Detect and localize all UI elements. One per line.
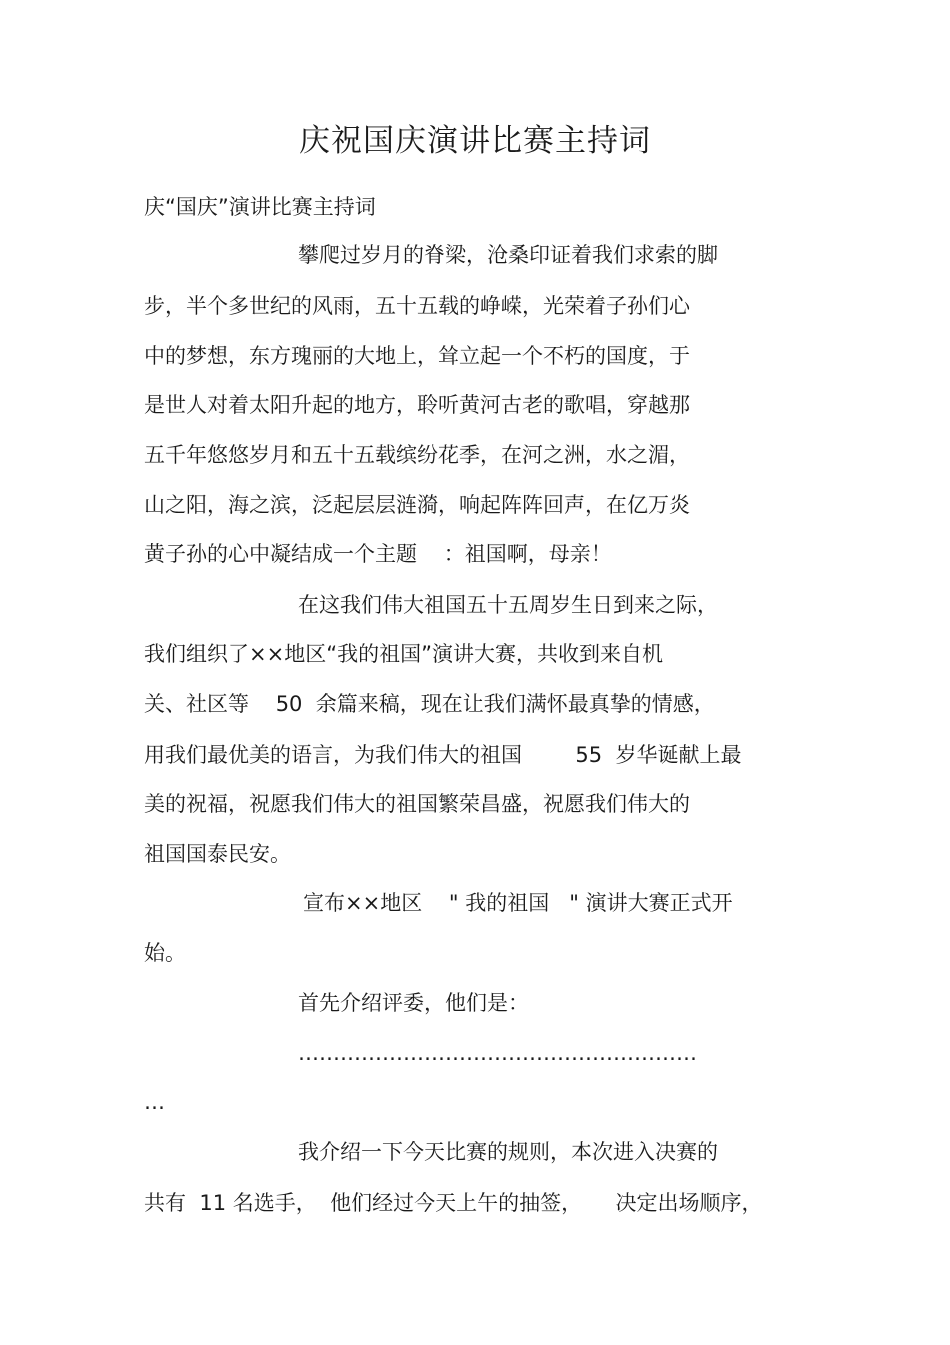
paragraph-line: 黄子孙的心中凝结成一个主题 ：祖国啊，母亲！: [144, 542, 612, 566]
paragraph-line: 关、社区等 50 余篇来稿，现在让我们满怀最真挚的情感，: [144, 692, 715, 716]
paragraph-line: 中的梦想，东方瑰丽的大地上，耸立起一个不朽的国度，于: [144, 344, 690, 368]
ellipsis-line: …: [144, 1090, 165, 1114]
paragraph-line: 在这我们伟大祖国五十五周岁生日到来之际，: [298, 593, 718, 617]
paragraph-line: 共有 11 名选手， 他们经过今天上午的抽签， 决定出场顺序，: [144, 1191, 763, 1215]
paragraph-line: 我介绍一下今天比赛的规则，本次进入决赛的: [298, 1140, 718, 1164]
paragraph-line: 是世人对着太阳升起的地方，聆听黄河古老的歌唱，穿越那: [144, 393, 690, 417]
ellipsis-line: …………………………………………………: [298, 1041, 697, 1065]
paragraph-line: 用我们最优美的语言，为我们伟大的祖国 55 岁华诞献上最: [144, 743, 742, 767]
paragraph-line: 宣布××地区 " 我的祖国 " 演讲大赛正式开: [303, 891, 733, 915]
paragraph-line: 五千年悠悠岁月和五十五载缤纷花季，在河之洲，水之湄，: [144, 443, 690, 467]
paragraph-line: 美的祝福，祝愿我们伟大的祖国繁荣昌盛，祝愿我们伟大的: [144, 792, 690, 816]
paragraph-line: 我们组织了××地区“我的祖国”演讲大赛，共收到来自机: [144, 642, 663, 666]
paragraph-line: 首先介绍评委，他们是：: [298, 991, 529, 1015]
paragraph-line: 山之阳，海之滨，泛起层层涟漪，响起阵阵回声，在亿万炎: [144, 493, 690, 517]
paragraph-line: 攀爬过岁月的脊梁，沧桑印证着我们求索的脚: [298, 243, 718, 267]
document-subtitle: 庆“国庆”演讲比赛主持词: [144, 195, 376, 219]
document-title: 庆祝国庆演讲比赛主持词: [299, 123, 651, 159]
paragraph-line: 始。: [144, 941, 186, 965]
paragraph-line: 祖国国泰民安。: [144, 842, 291, 866]
paragraph-line: 步，半个多世纪的风雨，五十五载的峥嵘，光荣着子孙们心: [144, 294, 690, 318]
